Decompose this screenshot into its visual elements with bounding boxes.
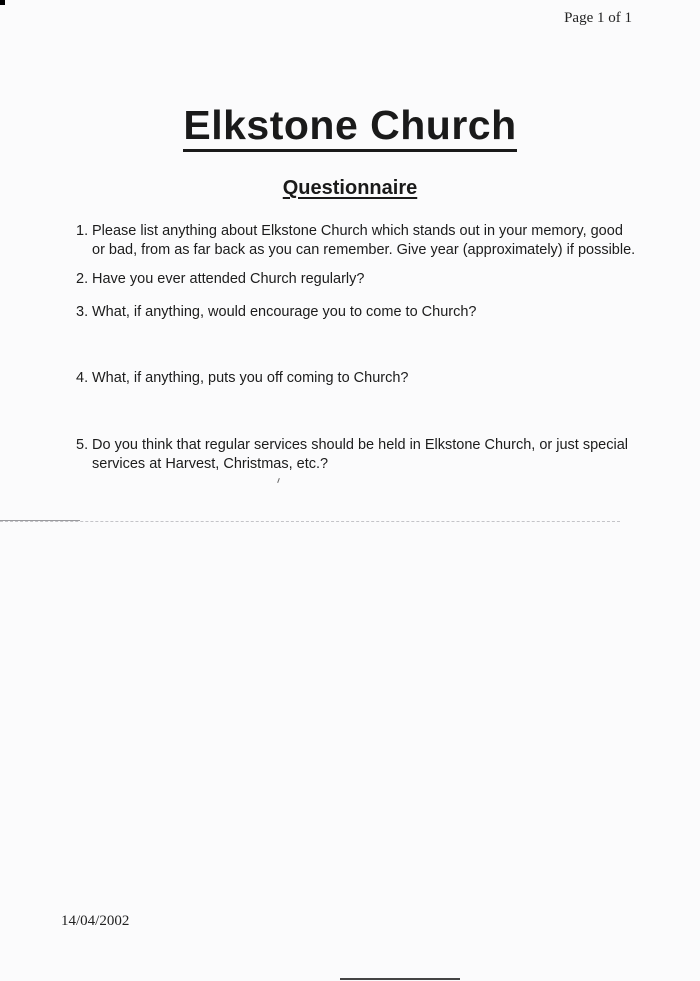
- scan-corner-mark: [0, 0, 5, 5]
- document-title: [0, 102, 700, 149]
- question-item: [76, 436, 636, 474]
- page-number: Page 1 of 1: [564, 10, 632, 26]
- question-number: 1.: [76, 223, 89, 239]
- document-subtitle-text: Questionnaire: [282, 177, 418, 199]
- pen-mark: [277, 478, 280, 483]
- question-number: 3.: [76, 304, 89, 320]
- scan-artifact-bottom-line: [340, 978, 460, 980]
- question-text: Do you think that regular services should be held in Elkstone Church, or just special services at Harvest, Christmas, etc.?: [92, 437, 628, 472]
- question-number: 5.: [76, 437, 89, 453]
- question-text: What, if anything, would encourage you to come to Church?: [92, 304, 477, 320]
- question-item: [76, 369, 636, 388]
- question-text: Please list anything about Elkstone Church which stands out in your memory, good or bad, from as far back as you can remember. Give year (approximately) if possible.: [92, 223, 636, 258]
- question-number: 4.: [76, 370, 89, 386]
- document-subtitle: [0, 177, 700, 200]
- question-text: What, if anything, puts you off coming to Church?: [92, 370, 409, 386]
- question-text: Have you ever attended Church regularly?: [92, 271, 365, 287]
- document-date: 14/04/2002: [61, 913, 130, 929]
- question-item: [76, 303, 636, 322]
- document-title-text: Elkstone Church: [183, 102, 516, 152]
- question-item: [76, 222, 636, 260]
- question-item: [76, 270, 636, 289]
- fold-line: [0, 521, 620, 522]
- question-number: 2.: [76, 271, 89, 287]
